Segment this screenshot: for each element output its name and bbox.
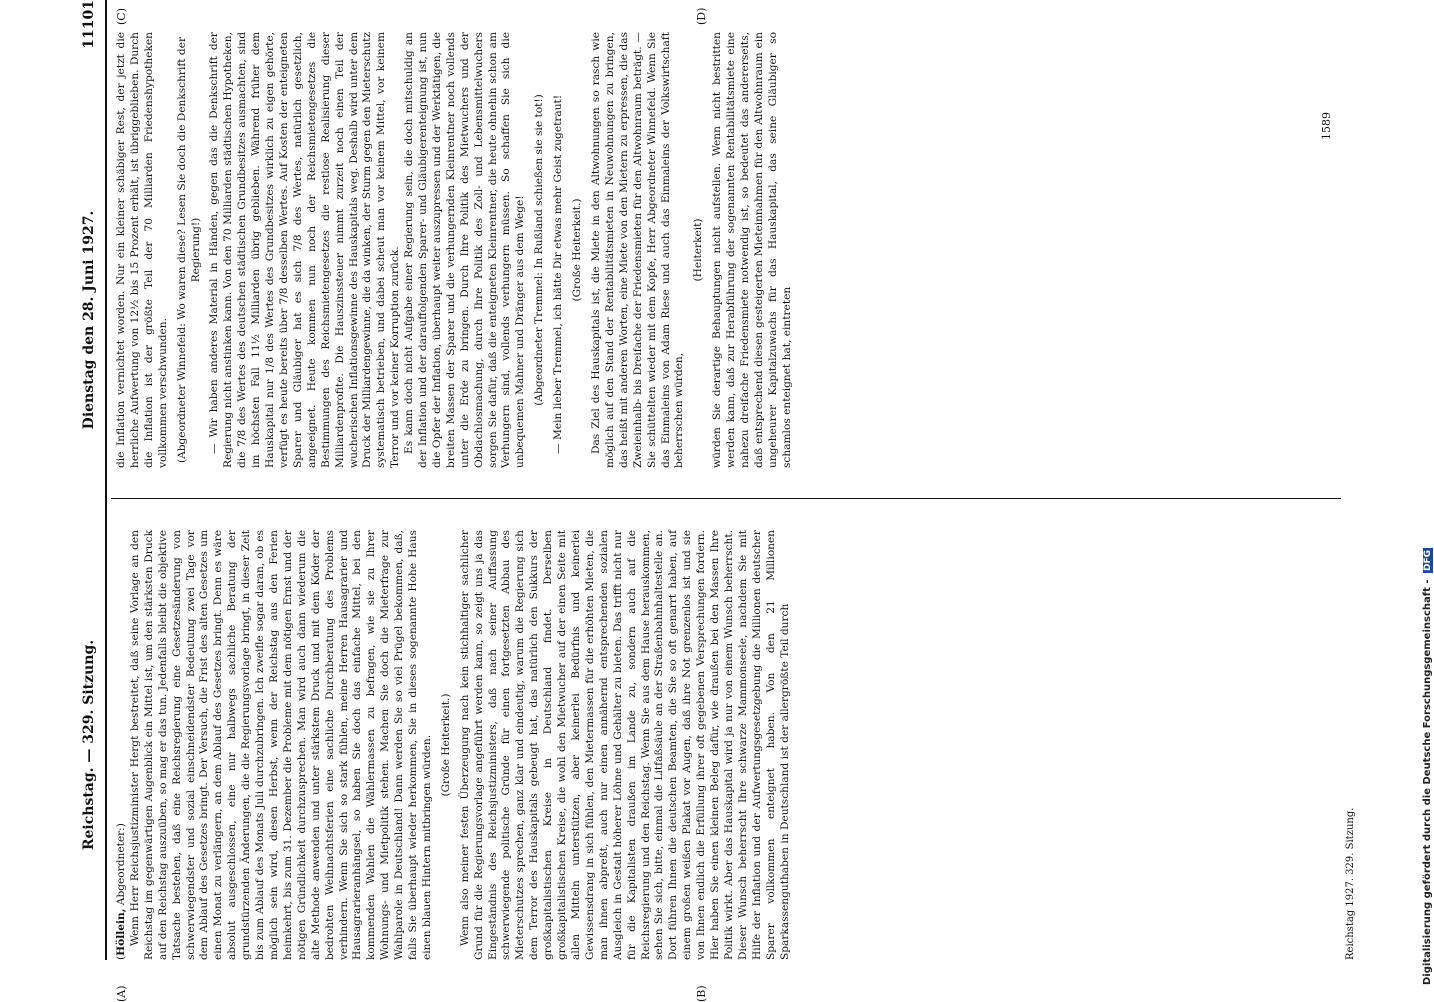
paragraph: die Inflation vernichtet worden. Nur ein kleiner schäbiger Rest, der jetzt die herrliche Aufwertung von 12½ bis 15 Prozent erhält, ist übriggeblieben. Durch die Inflation ist der größte Teil der 70 Milliarden Friedenshypotheken vollkommen verschwunden. [115, 32, 169, 468]
dfg-logo: DFG [1423, 549, 1433, 571]
stage-direction: (Große Heiterkeit.) [571, 198, 584, 302]
paragraph: Es kann doch nicht Aufgabe einer Regierung sein, die doch mitschuldig an der Inflation und der darauffolgenden Sparer- und Gläubigerenteignung ist, nun die Opfer der Inflation, überhaupt weiter auszupressen und der Werktätigen, die breiten Massen der Sparer und die verhungernden Kleinrentner noch vollends unter die Erde zu bringen. Durch Ihre Politik des Mietwuchers und der Obdachlosmachung, durch Ihre Politik des Zoll- und Lebensmittelwuchers sorgen Sie dafür, daß die enteigneten Kleinrentner, die heute ohnehin schon am Verhungern sind, vollends verhungern müssen. So schaffen Sie sich die unbequemen Mahner und Dränger aus dem Wege! [403, 32, 527, 468]
header-page-number: 11101 [81, 0, 97, 49]
header-left: Reichstag. — 329. Sitzung. [81, 639, 97, 851]
text-column-right [115, 32, 795, 468]
interjection: (Abgeordneter Winnefeld: Wo waren diese? Lesen Sie doch die Denkschrift der Regierung!) [175, 36, 202, 464]
paragraph: würden Sie derartige Behauptungen nicht aufstellen. Wenn nicht bestritten werden kann, daß zur Herabführung der sogenannten Rentabilitätsmiete eine nahezu dreifache Friedensmiete notwendig ist, so bedeutet das andererseits, daß entsprechend diesen gesteigerten Mieteinnahmen für den Altwohnraum ein ungeheurer Kapitalzuwachs für das Hauskapital, das seine Gläubiger so schamlos enteignet hat, eintreten [711, 32, 793, 468]
stage-direction: (Große Heiterkeit.) [439, 693, 452, 797]
footer-page-number: 1589 [1320, 112, 1333, 140]
paragraph: — Mein lieber Tremmel, ich hätte Dir etwas mehr Geist zugetraut! [552, 94, 565, 454]
speaker-role: Abgeordneter: [115, 827, 127, 906]
digitization-credit [1422, 548, 1433, 985]
text-column-left [115, 530, 793, 960]
credit-text: Digitalisierung gefördert durch die Deutsche Forschungsgemeinschaft - [1422, 579, 1433, 985]
speaker-line: (Höllein, Abgeordneter:) [115, 823, 127, 960]
paragraph: Wenn Herr Reichsjustizminister Hergt bestreitet, daß seine Vorlage an den Reichstag im gegenwärtigen Augenblick ein Mittel ist, um den stärksten Druck auf den Reichstag auszuüben, so mag er das tun. Jedenfalls bleibt die objektive Tatsache bestehen, daß eine Reichsregierung eine Gesetzesänderung von schwerwiegendster und sozial einschneidendster Bedeutung zwei Tage vor dem Ablauf des Gesetzes bringt. Der Versuch, die Frist des alten Gesetzes um einen Monat zu verlängern, an dem Ablauf des Gesetzes bringt. Denn es wäre absolut ausgeschlossen, eine nur halbwegs sachliche Beratung der grundstürzenden Änderungen, die die Regierungsvorlage bringt, in dieser Zeit bis zum Ablauf des Monats Juli durchzubringen. Ich zweifle sogar daran, ob es möglich sein wird, diesen Herbst, wenn der Reichstag aus den Ferien heimkehrt, bis zum 31. Dezember die Probleme mit dem nötigen Ernst und der nötigen Gründlichkeit durchzusprechen. Man wird auch dann wiederum die alte Methode anwenden und unter stärkstem Druck und mit dem Köder der bedrohten Weihnachtsferien eine sachliche Durchberatung des Problems verhindern. Wenn Sie sich so stark fühlen, meine Herren Hausagrarier und Hausagrarieranhängsel, so haben Sie doch das einfache Mittel, bei den kommenden Wahlen die Wählermassen zu befragen, wie sie zu Ihrer Wohnungs- und Mietpolitik stehen. Machen Sie doch die Mieterfrage zur Wahlparole in Deutschland! Dann werden Sie so viel Prügel bekommen, daß, falls Sie überhaupt wieder herkommen, Sie in dieses sogenannte Hohe Haus einen blauen Hintern mitbringen würden. [128, 530, 433, 960]
stage-direction: (Heiterkeit) [692, 218, 705, 282]
paragraph: Wenn also meiner festen Überzeugung nach kein stichhaltiger sachlicher Grund für die Regierungsvorlage angeführt werden kann, so zeigt uns ja das Eingeständnis des Reichsjustizministers, daß nach seiner Auffassung schwerwiegende politische Gründe für einen fortgesetzten Abbau des Mieterschutzes sprechen, ganz klar und eindeutig, warum die Regierung sich dem Terror des Hauskapitals gebeugt hat, das natürlich den Sukkurs der großkapitalistischen Kreise in Deutschland findet. Derselben großkapitalistischen Kreise, die wohl den Mietwucher auf der einen Seite mit allen Mitteln unterstützen, aber keinerlei Bedürfnis und keinerlei Gewissensdrang in sich fühlen, den Mietermassen für die erhöhten Mieten, die man ihnen abpreßt, auch nur einen annähernd entsprechenden sozialen Ausgleich in Gestalt höherer Löhne und Gehälter zu bieten. Das trifft nicht nur für die Kapitalisten draußen im Lande zu, sondern auch auf die Reichsregierung und den Reichstag. Wenn Sie aus dem Hause herauskommen, sehen Sie sich, bitte, einmal die Litfaßsäule an der Straßenbahnhaltestelle an. Dort führen Ihnen die deutschen Beamten, die Sie so oft genarrt haben, auf einem großen weißen Plakat vor Augen, daß ihre Not grenzenlos ist und sie von Ihnen endlich die Erfüllung ihrer oft gegebenen Versprechungen fordern. Hier haben Sie einen kleinen Beleg dafür, wie draußen bei den Massen Ihre Politik wirkt. Aber das Hauskapital wird ja nur von einem Wunsch beherrscht. Dieser Wunsch beherrscht Ihre schwarze Mammonseele, nachdem Sie mit Hilfe der Inflation und der Aufwertungsgesetzgebung die Millionen deutscher Sparer vollkommen enteignet haben. Von den 21 Millionen Sparkassenguthaben in Deutschland ist der allergrößte Teil durch [458, 530, 791, 960]
footer-left: Reichstag 1927. 329. Sitzung. [1345, 807, 1356, 960]
margin-mark-d: (D) [695, 7, 708, 25]
rotated-page-content [75, 0, 1415, 1002]
speaker-name: Höllein, [115, 908, 127, 956]
paragraph: Das Ziel des Hauskapitals ist, die Miete in den Altwohnungen so rasch wie möglich auf den Stand der Rentabilitätsmieten in Neuwohnungen zu bringen, das heißt mit anderen Worten, eine Miete von den Mietern zu erpressen, die das Zweieinhalb- bis Dreifache der Friedensmieten für den Altwohnraum beträgt. — Sie schüttelten wieder mit dem Kopfe, Herr Abgeordneter Winnefeld. Wenn Sie das Einmaleins von Adam Riese und auch das Einmaleins der Volkswirtschaft beherrschen würden, [590, 32, 686, 468]
margin-mark-a: (A) [115, 985, 128, 1002]
page-header [75, 0, 107, 960]
header-date: Dienstag den 28. Juni 1927. [81, 210, 97, 430]
margin-mark-c: (C) [115, 8, 128, 25]
column-divider [111, 498, 1341, 499]
paragraph: — Wir haben anderes Material in Händen, gegen das die Denkschrift der Regierung nicht anstinken kann. Von den 70 Milliarden städtischen Hypotheken, die 7/8 des Wertes des deutschen städtischen Grundbesitzes ausmachten, sind im höchsten Fall 11½ Milliarden übrig geblieben. Während früher dem Hauskapital nur 1/8 des Wertes des Grundbesitzes wirklich zu eigen gehörte, verfügt es heute bereits über 7/8 desselben Wertes. Auf Kosten der enteigneten Sparer und Gläubiger hat es sich 7/8 des Wertes, natürlich gesetzlich, angeeignet. Heute kommen nun noch der Reichsmietengesetzes die Bestimmungen des Reichsmietengesetzes die restlose Realisierung dieser Milliardenprofite. Die Hauszinssteuer nimmt zurzeit noch einen Teil der wucherischen Inflationsgewinne des Hauskapitals weg. Deshalb wird unter dem Druck der Milliardengewinne, die da winken, der Sturm gegen den Mieterschutz systematisch betrieben, und dabei scheut man vor keinem Mittel, vor keinem Terror und vor keiner Korruption zurück. [208, 32, 402, 468]
interjection: (Abgeordneter Tremmel: In Rußland schießen sie sie tot!) [533, 94, 546, 406]
margin-mark-b: (B) [695, 985, 708, 1002]
